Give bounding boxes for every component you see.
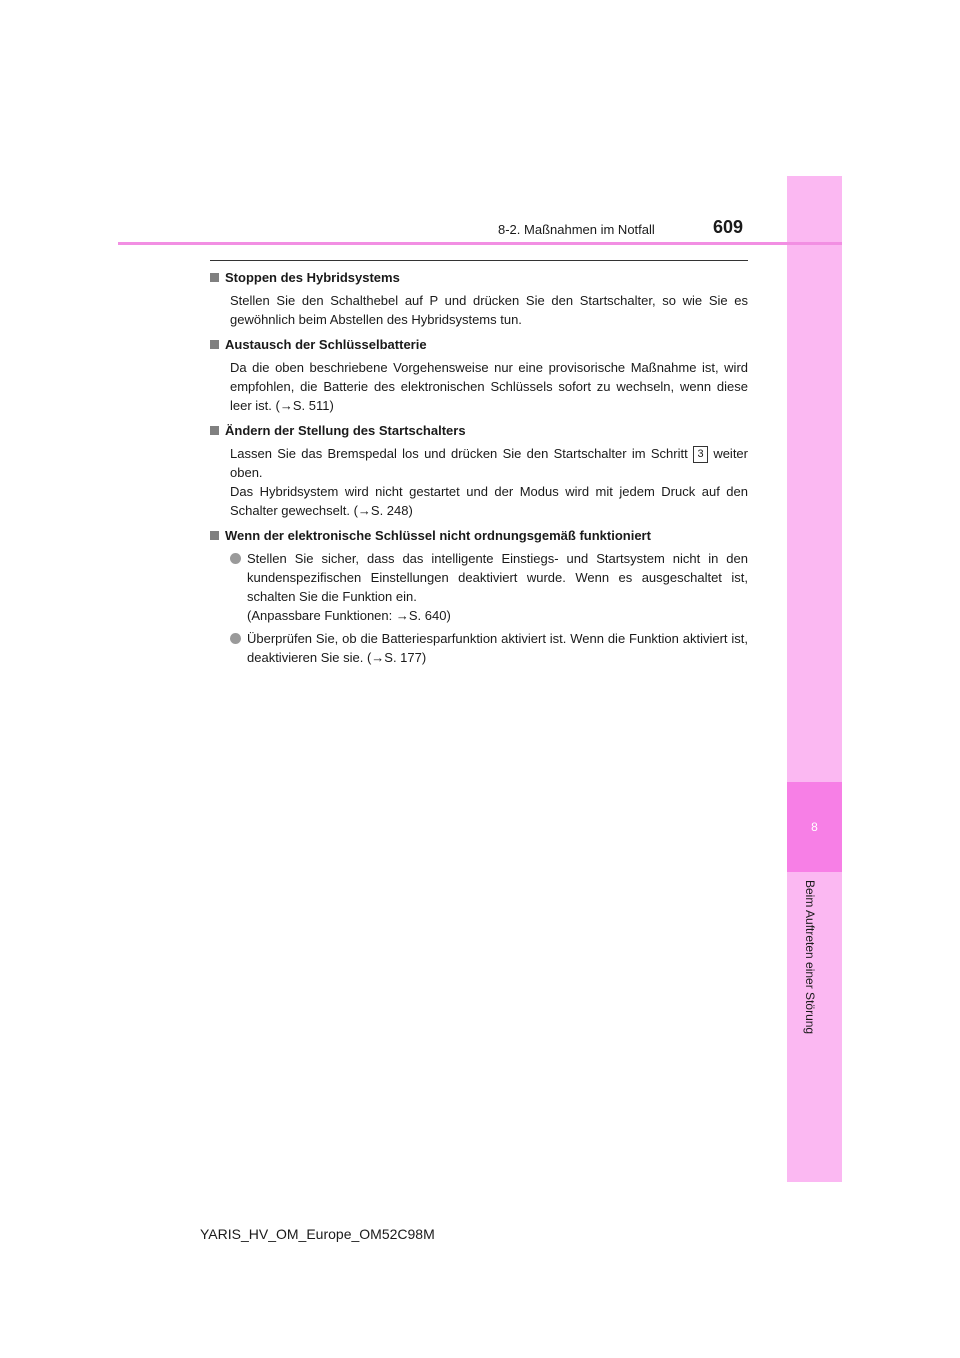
- content-rule: [210, 260, 748, 261]
- page-number: 609: [713, 217, 744, 237]
- section-text-after-step: weiter oben.: [230, 446, 748, 481]
- chapter-title: Beim Auftreten einer Störung: [803, 880, 817, 1035]
- bullet-text: Überprüfen Sie, ob die Batteriesparfunktion aktiviert ist. Wenn die Funktion aktiviert ist, deaktivieren Sie sie. (→S. 177): [247, 631, 748, 666]
- section-key-malfunction: [210, 526, 748, 667]
- section-start-switch: [210, 421, 748, 520]
- square-bullet-icon: [210, 426, 219, 435]
- step-number-badge: 3: [693, 446, 708, 463]
- chapter-number: 8: [811, 820, 818, 834]
- section-key-battery: [210, 335, 748, 415]
- header-divider: [118, 242, 842, 245]
- footer-doc-id: YARIS_HV_OM_Europe_OM52C98M: [200, 1226, 435, 1242]
- bullet-text: Stellen Sie sicher, dass das intelligente Einstiegs- und Startsystem nicht in den kundenspezifischen Einstellungen deaktiviert wurde. Wenn es ausgeschaltet ist, schalten Sie die Funktion ein.: [247, 551, 748, 605]
- square-bullet-icon: [210, 273, 219, 282]
- section-text: Da die oben beschriebene Vorgehensweise nur eine provisorische Maßnahme ist, wird empfohlen, die Batterie des elektronischen Schlüssels sofort zu wechseln, wenn diese leer ist. (→S. 511): [230, 360, 748, 413]
- section-heading: Wenn der elektronische Schlüssel nicht ordnungsgemäß funktioniert: [225, 528, 651, 544]
- bullet-reference: (Anpassbare Funktionen: →S. 640): [247, 608, 451, 624]
- circle-bullet-icon: [230, 553, 241, 564]
- list-item: [230, 549, 748, 625]
- section-heading: Stoppen des Hybridsystems: [225, 270, 400, 285]
- section-text-before-step: Lassen Sie das Bremspedal los und drücken Sie den Startschalter im Schritt: [230, 446, 688, 461]
- section-text: [230, 444, 748, 482]
- list-item: [230, 629, 748, 667]
- square-bullet-icon: [210, 340, 219, 349]
- header-section-title: 8-2. Maßnahmen im Notfall: [498, 222, 655, 237]
- square-bullet-icon: [210, 531, 219, 540]
- section-text: Stellen Sie den Schalthebel auf P und drücken Sie den Startschalter, so wie Sie es gewöhnlich beim Abstellen des Hybridsystems tun.: [230, 293, 748, 327]
- page-content: [210, 268, 748, 673]
- section-stop-hybrid: [210, 268, 748, 329]
- section-heading: Austausch der Schlüsselbatterie: [225, 337, 427, 352]
- circle-bullet-icon: [230, 633, 241, 644]
- chapter-number-tab[interactable]: [787, 782, 842, 872]
- section-heading: Ändern der Stellung des Startschalters: [225, 423, 466, 438]
- section-text-2: Das Hybridsystem wird nicht gestartet und der Modus wird mit jedem Druck auf den Schalter gewechselt. (→S. 248): [230, 484, 748, 519]
